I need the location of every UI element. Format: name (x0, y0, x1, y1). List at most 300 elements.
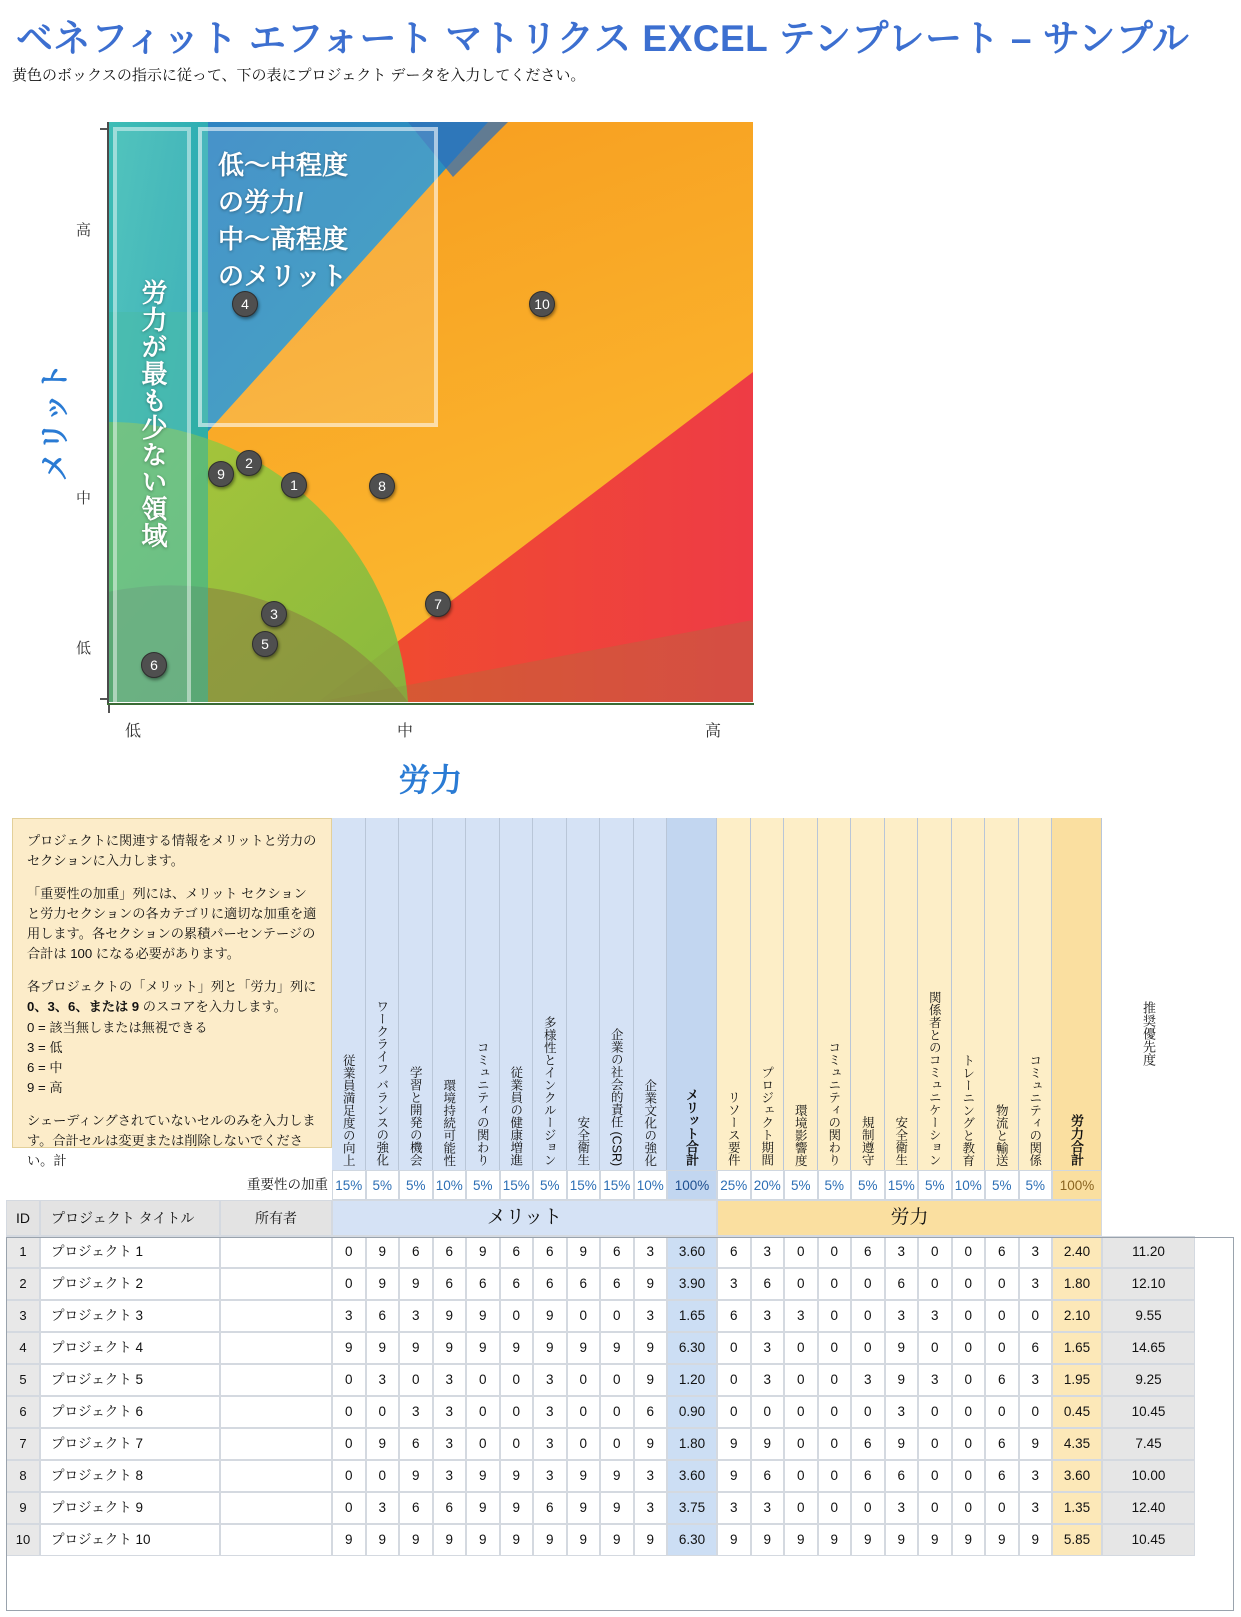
row-9-effort-9[interactable]: 0 (985, 1492, 1019, 1524)
row-6-merit-1[interactable]: 0 (332, 1396, 366, 1428)
row-4-effort-2[interactable]: 3 (751, 1332, 785, 1364)
effort-weight-6[interactable]: 15% (885, 1170, 919, 1200)
row-1-effort-6[interactable]: 3 (885, 1236, 919, 1268)
row-owner-6[interactable] (220, 1396, 332, 1428)
header-id: ID (6, 1200, 40, 1236)
effort-column-header-4 (818, 818, 852, 1170)
row-4-merit-9[interactable]: 9 (600, 1332, 634, 1364)
row-6-merit-total: 0.90 (667, 1396, 717, 1428)
row-7-effort-9[interactable]: 6 (985, 1428, 1019, 1460)
row-6-effort-6[interactable]: 3 (885, 1396, 919, 1428)
row-10-effort-7[interactable]: 9 (918, 1524, 952, 1556)
row-2-effort-6[interactable]: 6 (885, 1268, 919, 1300)
row-8-merit-9[interactable]: 9 (600, 1460, 634, 1492)
row-7-effort-5[interactable]: 6 (851, 1428, 885, 1460)
bubble-9[interactable]: 9 (208, 461, 234, 487)
row-8-effort-10[interactable]: 3 (1019, 1460, 1053, 1492)
row-8-merit-5[interactable]: 9 (466, 1460, 500, 1492)
instruction-score-9: 9 = 高 (27, 1079, 63, 1095)
row-6-effort-10[interactable]: 0 (1019, 1396, 1053, 1428)
row-10-effort-5[interactable]: 9 (851, 1524, 885, 1556)
row-6-merit-10[interactable]: 6 (634, 1396, 668, 1428)
row-3-merit-8[interactable]: 0 (567, 1300, 601, 1332)
row-1-effort-8[interactable]: 0 (952, 1236, 986, 1268)
row-1-effort-1[interactable]: 6 (717, 1236, 751, 1268)
effort-total-header (1052, 818, 1102, 1170)
effort-weight-7[interactable]: 5% (918, 1170, 952, 1200)
row-8-merit-3[interactable]: 9 (399, 1460, 433, 1492)
row-title-1[interactable]: プロジェクト 1 (40, 1236, 220, 1268)
effort-column-header-2 (751, 818, 785, 1170)
row-10-effort-6[interactable]: 9 (885, 1524, 919, 1556)
row-9-effort-8[interactable]: 0 (952, 1492, 986, 1524)
row-7-merit-10[interactable]: 9 (634, 1428, 668, 1460)
row-1-effort-2[interactable]: 3 (751, 1236, 785, 1268)
row-6-merit-6[interactable]: 0 (500, 1396, 534, 1428)
x-tick-mid: 中 (397, 723, 414, 740)
row-2-priority: 12.10 (1102, 1268, 1195, 1300)
row-5-merit-9[interactable]: 0 (600, 1364, 634, 1396)
row-1-merit-3[interactable]: 6 (399, 1236, 433, 1268)
row-owner-9[interactable] (220, 1492, 332, 1524)
row-1-effort-3[interactable]: 0 (784, 1236, 818, 1268)
row-owner-1[interactable] (220, 1236, 332, 1268)
row-3-effort-2[interactable]: 3 (751, 1300, 785, 1332)
row-9-effort-2[interactable]: 3 (751, 1492, 785, 1524)
row-5-effort-7[interactable]: 3 (918, 1364, 952, 1396)
instructions-box (12, 818, 332, 1168)
table-row (0, 1460, 1241, 1492)
effort-weight-9[interactable]: 5% (985, 1170, 1019, 1200)
bubble-5[interactable]: 5 (252, 631, 278, 657)
row-1-merit-6[interactable]: 6 (500, 1236, 534, 1268)
row-8-merit-6[interactable]: 9 (500, 1460, 534, 1492)
row-3-effort-4[interactable]: 0 (818, 1300, 852, 1332)
row-9-merit-7[interactable]: 6 (533, 1492, 567, 1524)
row-5-merit-8[interactable]: 0 (567, 1364, 601, 1396)
merit-weight-9[interactable]: 15% (600, 1170, 634, 1200)
row-8-effort-6[interactable]: 6 (885, 1460, 919, 1492)
table-row (0, 1428, 1241, 1460)
row-8-effort-2[interactable]: 6 (751, 1460, 785, 1492)
row-owner-2[interactable] (220, 1268, 332, 1300)
row-5-effort-2[interactable]: 3 (751, 1364, 785, 1396)
row-6-priority: 10.45 (1102, 1396, 1195, 1428)
row-1-effort-4[interactable]: 0 (818, 1236, 852, 1268)
row-10-merit-4[interactable]: 9 (433, 1524, 467, 1556)
row-3-merit-9[interactable]: 0 (600, 1300, 634, 1332)
row-1-merit-9[interactable]: 6 (600, 1236, 634, 1268)
row-6-effort-5[interactable]: 0 (851, 1396, 885, 1428)
row-2-merit-2[interactable]: 9 (366, 1268, 400, 1300)
row-5-effort-1[interactable]: 0 (717, 1364, 751, 1396)
row-9-effort-5[interactable]: 0 (851, 1492, 885, 1524)
row-8-effort-total: 3.60 (1052, 1460, 1102, 1492)
row-7-priority: 7.45 (1102, 1428, 1195, 1460)
row-4-merit-2[interactable]: 9 (366, 1332, 400, 1364)
row-5-merit-1[interactable]: 0 (332, 1364, 366, 1396)
row-9-effort-3[interactable]: 0 (784, 1492, 818, 1524)
merit-weight-2[interactable]: 5% (366, 1170, 400, 1200)
row-9-priority: 12.40 (1102, 1492, 1195, 1524)
effort-weight-8[interactable]: 10% (952, 1170, 986, 1200)
row-9-effort-10[interactable]: 3 (1019, 1492, 1053, 1524)
row-7-merit-8[interactable]: 0 (567, 1428, 601, 1460)
row-7-effort-1[interactable]: 9 (717, 1428, 751, 1460)
row-6-merit-9[interactable]: 0 (600, 1396, 634, 1428)
row-id-1: 1 (6, 1236, 40, 1268)
row-10-merit-7[interactable]: 9 (533, 1524, 567, 1556)
row-8-merit-total: 3.60 (667, 1460, 717, 1492)
instruction-paragraph-2: 「重要性の加重」列には、メリット セクションと労力セクションの各カテゴリに適切な加重を適用します。各セクションの累積パーセンテージの合計は 100 になる必要があります。 (27, 886, 317, 962)
row-3-effort-8[interactable]: 0 (952, 1300, 986, 1332)
row-10-merit-10[interactable]: 9 (634, 1524, 668, 1556)
row-5-effort-4[interactable]: 0 (818, 1364, 852, 1396)
row-6-merit-8[interactable]: 0 (567, 1396, 601, 1428)
row-8-effort-3[interactable]: 0 (784, 1460, 818, 1492)
header-effort-group: 労力 (717, 1200, 1102, 1236)
row-5-merit-2[interactable]: 3 (366, 1364, 400, 1396)
bubble-8[interactable]: 8 (369, 473, 395, 499)
row-3-effort-7[interactable]: 3 (918, 1300, 952, 1332)
row-2-effort-total: 1.80 (1052, 1268, 1102, 1300)
row-1-merit-1[interactable]: 0 (332, 1236, 366, 1268)
row-4-effort-10[interactable]: 6 (1019, 1332, 1053, 1364)
row-2-merit-1[interactable]: 0 (332, 1268, 366, 1300)
row-6-effort-9[interactable]: 0 (985, 1396, 1019, 1428)
row-title-10[interactable]: プロジェクト 10 (40, 1524, 220, 1556)
row-2-effort-4[interactable]: 0 (818, 1268, 852, 1300)
row-3-merit-2[interactable]: 6 (366, 1300, 400, 1332)
row-6-merit-2[interactable]: 0 (366, 1396, 400, 1428)
row-8-merit-1[interactable]: 0 (332, 1460, 366, 1492)
effort-weight-1[interactable]: 25% (717, 1170, 751, 1200)
row-3-effort-1[interactable]: 6 (717, 1300, 751, 1332)
row-4-merit-3[interactable]: 9 (399, 1332, 433, 1364)
effort-column-header-7 (918, 818, 952, 1170)
row-10-effort-1[interactable]: 9 (717, 1524, 751, 1556)
row-3-merit-10[interactable]: 3 (634, 1300, 668, 1332)
row-8-effort-9[interactable]: 6 (985, 1460, 1019, 1492)
row-2-effort-10[interactable]: 3 (1019, 1268, 1053, 1300)
row-9-merit-5[interactable]: 9 (466, 1492, 500, 1524)
bubble-6[interactable]: 6 (141, 652, 167, 678)
row-1-merit-10[interactable]: 3 (634, 1236, 668, 1268)
row-4-effort-9[interactable]: 0 (985, 1332, 1019, 1364)
row-4-effort-6[interactable]: 9 (885, 1332, 919, 1364)
row-8-merit-2[interactable]: 0 (366, 1460, 400, 1492)
row-3-effort-9[interactable]: 0 (985, 1300, 1019, 1332)
row-8-merit-8[interactable]: 9 (567, 1460, 601, 1492)
row-3-merit-6[interactable]: 0 (500, 1300, 534, 1332)
effort-column-header-6 (885, 818, 919, 1170)
weight-row-label: 重要性の加重 (247, 1177, 328, 1192)
effort-column-header-10-label: コミュニティの関係 (1027, 1053, 1042, 1166)
row-1-merit-5[interactable]: 9 (466, 1236, 500, 1268)
row-3-effort-3[interactable]: 3 (784, 1300, 818, 1332)
effort-column-header-8 (952, 818, 986, 1170)
row-4-merit-7[interactable]: 9 (533, 1332, 567, 1364)
row-owner-8[interactable] (220, 1460, 332, 1492)
instruction-paragraph-4: シェーディングされていないセルのみを入力します。合計セルは変更または削除しないでください。計 (27, 1112, 316, 1168)
row-owner-3[interactable] (220, 1300, 332, 1332)
row-8-effort-7[interactable]: 0 (918, 1460, 952, 1492)
row-2-effort-8[interactable]: 0 (952, 1268, 986, 1300)
row-owner-10[interactable] (220, 1524, 332, 1556)
effort-weight-2[interactable]: 20% (751, 1170, 785, 1200)
row-7-merit-3[interactable]: 6 (399, 1428, 433, 1460)
row-8-merit-10[interactable]: 3 (634, 1460, 668, 1492)
row-2-effort-5[interactable]: 0 (851, 1268, 885, 1300)
row-4-effort-total: 1.65 (1052, 1332, 1102, 1364)
row-9-effort-7[interactable]: 0 (918, 1492, 952, 1524)
row-2-merit-7[interactable]: 6 (533, 1268, 567, 1300)
row-9-merit-3[interactable]: 6 (399, 1492, 433, 1524)
row-6-effort-7[interactable]: 0 (918, 1396, 952, 1428)
row-2-merit-6[interactable]: 6 (500, 1268, 534, 1300)
row-4-effort-3[interactable]: 0 (784, 1332, 818, 1364)
effort-column-header-9-label: 物流と輸送 (994, 1103, 1009, 1166)
row-2-merit-10[interactable]: 9 (634, 1268, 668, 1300)
effort-column-header-2-label: プロジェクト期間 (759, 1066, 774, 1166)
row-5-effort-9[interactable]: 6 (985, 1364, 1019, 1396)
merit-weight-3[interactable]: 5% (399, 1170, 433, 1200)
row-6-effort-3[interactable]: 0 (784, 1396, 818, 1428)
row-3-merit-7[interactable]: 9 (533, 1300, 567, 1332)
row-title-9[interactable]: プロジェクト 9 (40, 1492, 220, 1524)
row-5-merit-10[interactable]: 9 (634, 1364, 668, 1396)
row-5-effort-3[interactable]: 0 (784, 1364, 818, 1396)
bubble-1[interactable]: 1 (281, 472, 307, 498)
row-3-effort-5[interactable]: 0 (851, 1300, 885, 1332)
row-id-10: 10 (6, 1524, 40, 1556)
merit-column-header-4 (433, 818, 467, 1170)
row-7-merit-1[interactable]: 0 (332, 1428, 366, 1460)
row-4-merit-4[interactable]: 9 (433, 1332, 467, 1364)
bubble-3[interactable]: 3 (261, 601, 287, 627)
row-8-effort-5[interactable]: 6 (851, 1460, 885, 1492)
row-title-7[interactable]: プロジェクト 7 (40, 1428, 220, 1460)
table-row (0, 1396, 1241, 1428)
row-2-effort-2[interactable]: 6 (751, 1268, 785, 1300)
row-9-merit-4[interactable]: 6 (433, 1492, 467, 1524)
row-2-merit-4[interactable]: 6 (433, 1268, 467, 1300)
row-8-merit-4[interactable]: 3 (433, 1460, 467, 1492)
row-7-merit-7[interactable]: 3 (533, 1428, 567, 1460)
row-7-effort-4[interactable]: 0 (818, 1428, 852, 1460)
row-2-effort-7[interactable]: 0 (918, 1268, 952, 1300)
merit-column-header-9 (600, 818, 634, 1170)
instruction-paragraph-1: プロジェクトに関連する情報をメリットと労力のセクションに入力します。 (27, 833, 317, 869)
row-4-effort-1[interactable]: 0 (717, 1332, 751, 1364)
merit-weight-7[interactable]: 5% (533, 1170, 567, 1200)
row-4-effort-5[interactable]: 0 (851, 1332, 885, 1364)
row-10-merit-2[interactable]: 9 (366, 1524, 400, 1556)
row-7-effort-2[interactable]: 9 (751, 1428, 785, 1460)
row-10-merit-total: 6.30 (667, 1524, 717, 1556)
row-9-merit-2[interactable]: 3 (366, 1492, 400, 1524)
row-10-effort-8[interactable]: 9 (952, 1524, 986, 1556)
row-2-effort-3[interactable]: 0 (784, 1268, 818, 1300)
instruction-score-6: 6 = 中 (27, 1059, 63, 1075)
row-8-effort-1[interactable]: 9 (717, 1460, 751, 1492)
row-4-merit-5[interactable]: 9 (466, 1332, 500, 1364)
effort-weight-4[interactable]: 5% (818, 1170, 852, 1200)
row-8-merit-7[interactable]: 3 (533, 1460, 567, 1492)
row-title-2[interactable]: プロジェクト 2 (40, 1268, 220, 1300)
row-10-merit-1[interactable]: 9 (332, 1524, 366, 1556)
row-10-effort-9[interactable]: 9 (985, 1524, 1019, 1556)
row-7-merit-6[interactable]: 0 (500, 1428, 534, 1460)
row-4-effort-4[interactable]: 0 (818, 1332, 852, 1364)
row-10-merit-5[interactable]: 9 (466, 1524, 500, 1556)
row-10-effort-2[interactable]: 9 (751, 1524, 785, 1556)
row-4-effort-7[interactable]: 0 (918, 1332, 952, 1364)
row-6-effort-2[interactable]: 0 (751, 1396, 785, 1428)
row-2-merit-8[interactable]: 6 (567, 1268, 601, 1300)
row-10-merit-6[interactable]: 9 (500, 1524, 534, 1556)
effort-weight-3[interactable]: 5% (784, 1170, 818, 1200)
row-6-effort-8[interactable]: 0 (952, 1396, 986, 1428)
row-5-merit-total: 1.20 (667, 1364, 717, 1396)
row-id-7: 7 (6, 1428, 40, 1460)
row-3-merit-5[interactable]: 9 (466, 1300, 500, 1332)
row-7-merit-4[interactable]: 3 (433, 1428, 467, 1460)
effort-weight-10[interactable]: 5% (1019, 1170, 1053, 1200)
row-5-effort-5[interactable]: 3 (851, 1364, 885, 1396)
row-3-effort-10[interactable]: 0 (1019, 1300, 1053, 1332)
row-title-5[interactable]: プロジェクト 5 (40, 1364, 220, 1396)
row-1-merit-7[interactable]: 6 (533, 1236, 567, 1268)
bubble-4[interactable]: 4 (232, 291, 258, 317)
row-9-effort-1[interactable]: 3 (717, 1492, 751, 1524)
x-tick-high: 高 (705, 723, 722, 740)
row-6-effort-1[interactable]: 0 (717, 1396, 751, 1428)
row-10-effort-10[interactable]: 9 (1019, 1524, 1053, 1556)
row-title-8[interactable]: プロジェクト 8 (40, 1460, 220, 1492)
effort-weight-5[interactable]: 5% (851, 1170, 885, 1200)
row-4-merit-10[interactable]: 9 (634, 1332, 668, 1364)
row-5-effort-8[interactable]: 0 (952, 1364, 986, 1396)
row-9-effort-4[interactable]: 0 (818, 1492, 852, 1524)
weight-row (0, 1170, 1241, 1200)
row-4-merit-1[interactable]: 9 (332, 1332, 366, 1364)
merit-weight-1[interactable]: 15% (332, 1170, 366, 1200)
row-title-3[interactable]: プロジェクト 3 (40, 1300, 220, 1332)
benefit-effort-matrix-chart (0, 100, 800, 800)
bubble-2[interactable]: 2 (236, 450, 262, 476)
row-2-merit-5[interactable]: 6 (466, 1268, 500, 1300)
row-1-merit-2[interactable]: 9 (366, 1236, 400, 1268)
row-2-effort-9[interactable]: 0 (985, 1268, 1019, 1300)
row-10-merit-9[interactable]: 9 (600, 1524, 634, 1556)
merit-weight-4[interactable]: 10% (433, 1170, 467, 1200)
row-2-merit-9[interactable]: 6 (600, 1268, 634, 1300)
row-10-effort-4[interactable]: 9 (818, 1524, 852, 1556)
row-1-effort-9[interactable]: 6 (985, 1236, 1019, 1268)
row-7-effort-6[interactable]: 9 (885, 1428, 919, 1460)
row-owner-5[interactable] (220, 1364, 332, 1396)
row-10-merit-8[interactable]: 9 (567, 1524, 601, 1556)
row-9-merit-1[interactable]: 0 (332, 1492, 366, 1524)
row-5-effort-6[interactable]: 9 (885, 1364, 919, 1396)
effort-weight-total[interactable]: 100% (1052, 1170, 1102, 1200)
row-7-effort-10[interactable]: 9 (1019, 1428, 1053, 1460)
row-5-merit-3[interactable]: 0 (399, 1364, 433, 1396)
row-5-merit-4[interactable]: 3 (433, 1364, 467, 1396)
row-8-effort-4[interactable]: 0 (818, 1460, 852, 1492)
merit-weight-5[interactable]: 5% (466, 1170, 500, 1200)
row-3-effort-6[interactable]: 3 (885, 1300, 919, 1332)
row-7-merit-9[interactable]: 0 (600, 1428, 634, 1460)
row-owner-4[interactable] (220, 1332, 332, 1364)
bubble-10[interactable]: 10 (529, 291, 555, 317)
merit-column-header-3 (399, 818, 433, 1170)
row-4-effort-8[interactable]: 0 (952, 1332, 986, 1364)
merit-weight-6[interactable]: 15% (500, 1170, 534, 1200)
row-2-effort-1[interactable]: 3 (717, 1268, 751, 1300)
merit-weight-10[interactable]: 10% (634, 1170, 668, 1200)
row-9-effort-6[interactable]: 3 (885, 1492, 919, 1524)
row-owner-7[interactable] (220, 1428, 332, 1460)
row-1-merit-4[interactable]: 6 (433, 1236, 467, 1268)
row-2-merit-3[interactable]: 9 (399, 1268, 433, 1300)
row-1-effort-7[interactable]: 0 (918, 1236, 952, 1268)
row-5-effort-10[interactable]: 3 (1019, 1364, 1053, 1396)
row-3-merit-3[interactable]: 3 (399, 1300, 433, 1332)
row-3-merit-4[interactable]: 9 (433, 1300, 467, 1332)
row-8-effort-8[interactable]: 0 (952, 1460, 986, 1492)
row-5-merit-5[interactable]: 0 (466, 1364, 500, 1396)
row-7-merit-2[interactable]: 9 (366, 1428, 400, 1460)
row-1-effort-10[interactable]: 3 (1019, 1236, 1053, 1268)
row-9-merit-6[interactable]: 9 (500, 1492, 534, 1524)
row-7-effort-7[interactable]: 0 (918, 1428, 952, 1460)
row-title-4[interactable]: プロジェクト 4 (40, 1332, 220, 1364)
row-1-merit-8[interactable]: 9 (567, 1236, 601, 1268)
row-6-merit-5[interactable]: 0 (466, 1396, 500, 1428)
row-4-merit-6[interactable]: 9 (500, 1332, 534, 1364)
row-9-merit-9[interactable]: 9 (600, 1492, 634, 1524)
merit-total-header (667, 818, 717, 1170)
row-1-effort-5[interactable]: 6 (851, 1236, 885, 1268)
row-6-merit-4[interactable]: 3 (433, 1396, 467, 1428)
row-5-merit-6[interactable]: 0 (500, 1364, 534, 1396)
merit-column-header-10-label: 企業文化の強化 (642, 1078, 657, 1166)
row-6-effort-4[interactable]: 0 (818, 1396, 852, 1428)
row-9-merit-8[interactable]: 9 (567, 1492, 601, 1524)
row-5-merit-7[interactable]: 3 (533, 1364, 567, 1396)
row-7-merit-5[interactable]: 0 (466, 1428, 500, 1460)
effort-column-header-3 (784, 818, 818, 1170)
row-7-effort-3[interactable]: 0 (784, 1428, 818, 1460)
row-4-merit-8[interactable]: 9 (567, 1332, 601, 1364)
row-6-merit-3[interactable]: 3 (399, 1396, 433, 1428)
merit-weight-total[interactable]: 100% (667, 1170, 717, 1200)
row-7-effort-8[interactable]: 0 (952, 1428, 986, 1460)
row-6-merit-7[interactable]: 3 (533, 1396, 567, 1428)
row-10-effort-3[interactable]: 9 (784, 1524, 818, 1556)
row-3-merit-1[interactable]: 3 (332, 1300, 366, 1332)
row-id-5: 5 (6, 1364, 40, 1396)
row-10-merit-3[interactable]: 9 (399, 1524, 433, 1556)
data-entry-section (0, 818, 1241, 1617)
row-title-6[interactable]: プロジェクト 6 (40, 1396, 220, 1428)
row-9-merit-10[interactable]: 3 (634, 1492, 668, 1524)
merit-weight-8[interactable]: 15% (567, 1170, 601, 1200)
row-10-priority: 10.45 (1102, 1524, 1195, 1556)
bubble-7[interactable]: 7 (425, 591, 451, 617)
